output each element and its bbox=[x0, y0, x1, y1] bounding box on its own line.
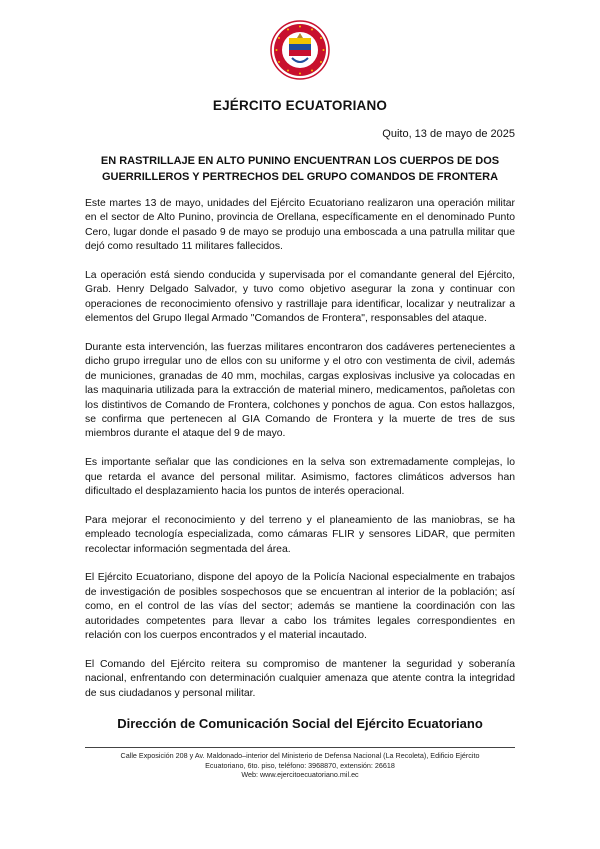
headline bbox=[85, 153, 515, 185]
footer-divider bbox=[85, 747, 515, 748]
signature-line: Dirección de Comunicación Social del Ejército Ecuatoriano bbox=[117, 716, 483, 731]
body-paragraph: Durante esta intervención, las fuerzas militares encontraron dos cadáveres pertenecientes a dicho grupo irregular uno de ellos con su uniforme y el otro con vestimenta de civil, además de municiones, granadas de 40 mm, mochilas, cargas explosivas inclusive ya colocadas en las maquinaria utilizada para la extracción de material minero, medicamentos, pañoletas con los distintivos de Comando de Frontera, colchones y ponchos de agua. Con estos hallazgos, se confirma que pertenecen al GIA Comando de Frontera y la muerte de tres de sus miembros durante el ataque del 9 de mayo. bbox=[85, 342, 515, 440]
body-paragraph: El Comando del Ejército reitera su compromiso de mantener la seguridad y soberanía nacional, enfrentando con determinación cualquier amenaza que atente contra la integridad de sus ciudadanos y personal militar. bbox=[85, 658, 515, 699]
footer-contact: Ecuatoriano, 6to. piso, teléfono: 3968870, extensión: 26618 bbox=[205, 760, 395, 770]
body-paragraph: Es importante señalar que las condiciones en la selva son extremadamente complejas, lo que retarda el avance del personal militar. Asimismo, factores climáticos adversos han dificultado el desplazamiento hacia los puntos de interés operacional. bbox=[85, 457, 515, 498]
army-seal-icon bbox=[270, 20, 330, 80]
footer-address: Calle Exposición 208 y Av. Maldonado–interior del Ministerio de Defensa Nacional (La Recoleta), Edificio Ejército bbox=[120, 751, 480, 760]
body-paragraph: La operación está siendo conducida y supervisada por el comandante general del Ejército, Grab. Henry Delgado Salvador, y tuvo como objetivo asegurar la zona y continuar con operaciones de reconocimiento ofensivo y rastrillaje para identificar, localizar y neutralizar a elementos del Grupo Ilegal Armado "Comandos de Frontera", responsables del ataque. bbox=[85, 270, 515, 325]
body-paragraph: Este martes 13 de mayo, unidades del Ejército Ecuatoriano realizaron una operación militar en el sector de Alto Punino, provincia de Orellana, específicamente en el denominado Punto Cero, lugar donde el pasado 9 de mayo se produjo una emboscada a una patrulla militar que dejó como resultado 11 militares fallecidos. bbox=[85, 198, 515, 253]
date-line: Quito, 13 de mayo de 2025 bbox=[382, 128, 515, 140]
headline-line-1: EN RASTRILLAJE EN ALTO PUNINO ENCUENTRAN LOS CUERPOS DE DOS bbox=[100, 155, 500, 167]
body-text bbox=[85, 197, 515, 716]
body-paragraph: Para mejorar el reconocimiento y del terreno y el planeamiento de las maniobras, se ha empleado tecnología especializada, como cámaras FLIR y sensores LiDAR, que permiten recolectar información segmentada del área. bbox=[85, 514, 515, 555]
headline-line-2: GUERRILLEROS Y PERTRECHOS DEL GRUPO COMANDOS DE FRONTERA bbox=[101, 171, 499, 183]
organization-title: EJÉRCITO ECUATORIANO bbox=[212, 98, 388, 113]
footer bbox=[85, 751, 515, 780]
body-paragraph: El Ejército Ecuatoriano, dispone del apoyo de la Policía Nacional especialmente en trabajos de investigación de posibles sospechosos que se encuentran al interior de la población; así como, en el control de las vías del sector; además se mantiene la coordinación con las autoridades competentes para llevar a cabo los trámites legales correspondientes en relación con los cuerpos encontrados y el material incautado. bbox=[85, 572, 515, 642]
footer-web: Web: www.ejercitoecuatoriano.mil.ec bbox=[241, 770, 359, 780]
